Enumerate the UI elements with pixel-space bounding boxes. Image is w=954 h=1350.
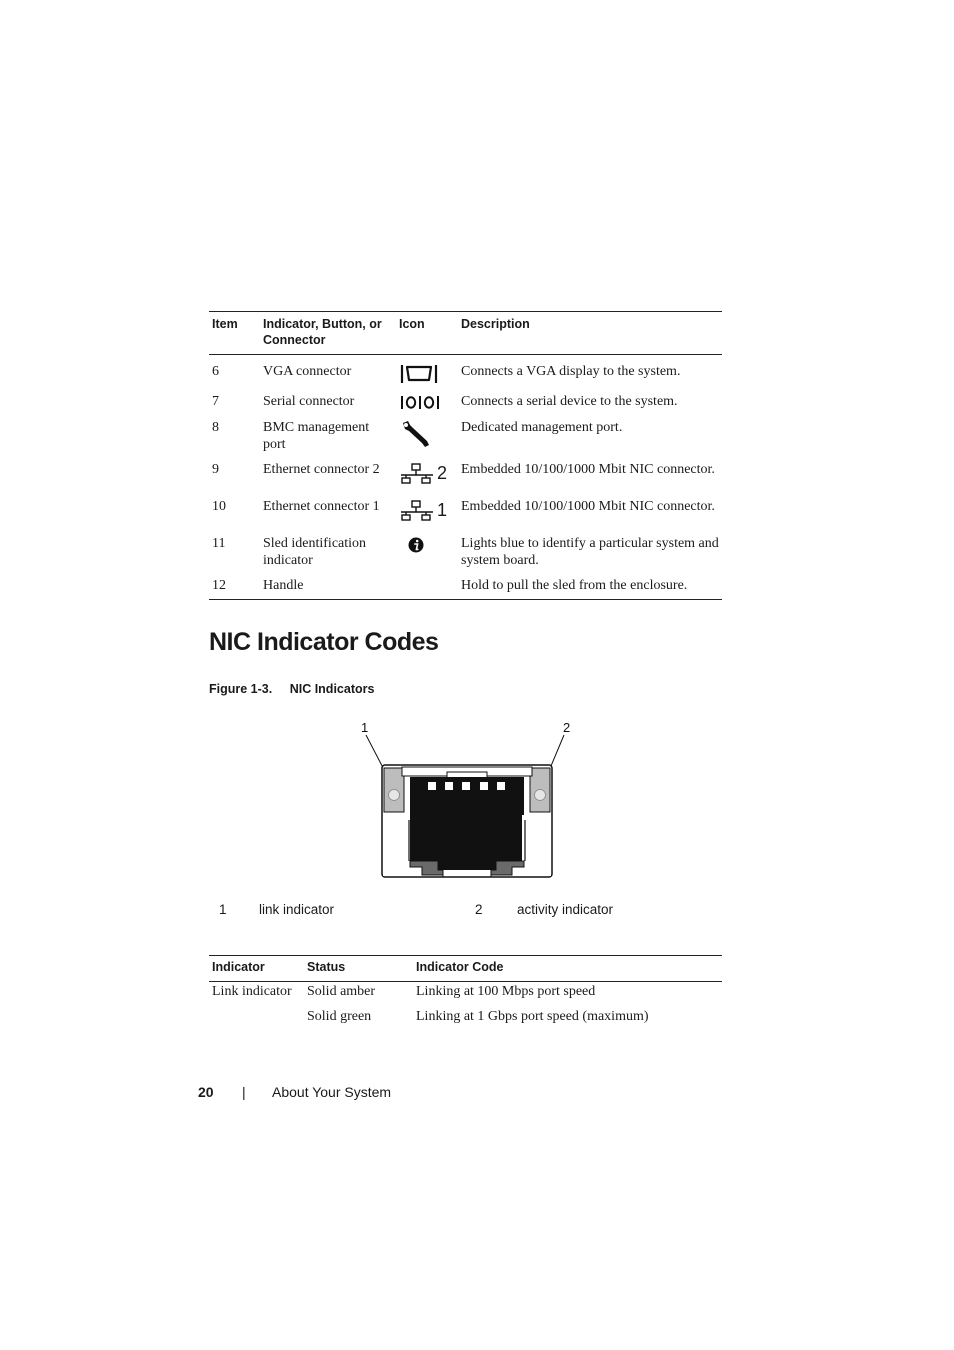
item-name: Ethernet connector 2 (263, 462, 380, 477)
item-description: Connects a VGA display to the system. (461, 364, 681, 379)
table-row (209, 416, 722, 458)
table-row (209, 532, 722, 574)
item-description: Dedicated management port. (461, 420, 623, 435)
vga-icon (399, 363, 439, 385)
figure-number: Figure 1-3. (209, 682, 273, 696)
nic-port-illustration (350, 715, 600, 885)
indicator-code: Linking at 1 Gbps port speed (maximum) (416, 1009, 649, 1024)
item-name: Handle (263, 578, 304, 593)
network-icon-label: 2 (437, 462, 448, 483)
network-icon (399, 461, 435, 485)
table-row (209, 495, 722, 532)
item-description: Lights blue to identify a particular system and system board. (461, 536, 719, 568)
indicator-status: Solid amber (307, 984, 376, 999)
indicator-name: Link indicator (212, 984, 292, 999)
item-name: Serial connector (263, 394, 355, 409)
footer-separator: | (242, 1084, 246, 1100)
wrench-icon (399, 419, 433, 449)
connector-table (209, 311, 722, 600)
item-name: Sled identification indicator (263, 536, 367, 568)
serial-icon (399, 393, 445, 411)
item-description: Embedded 10/100/1000 Mbit NIC connector. (461, 462, 715, 477)
table-header-row (209, 956, 722, 982)
section-heading: NIC Indicator Codes (209, 628, 439, 656)
item-number: 7 (212, 394, 219, 409)
header-description: Description (461, 317, 530, 331)
table-row (209, 982, 722, 1008)
legend-label-activity: activity indicator (517, 902, 614, 917)
network-icon (399, 498, 435, 522)
item-number: 10 (212, 499, 226, 514)
header-indicator: Indicator, Button, or Connector (263, 317, 382, 347)
table-row (209, 390, 722, 416)
link-led (389, 790, 400, 801)
item-number: 12 (212, 578, 226, 593)
table-row (209, 458, 722, 495)
item-number: 9 (212, 462, 219, 477)
info-icon (401, 535, 431, 555)
item-description: Connects a serial device to the system. (461, 394, 678, 409)
item-number: 8 (212, 420, 219, 435)
table-row (209, 355, 722, 391)
indicator-code: Linking at 100 Mbps port speed (416, 984, 596, 999)
item-name: VGA connector (263, 364, 352, 379)
table-header-row (209, 312, 722, 355)
header-item: Item (212, 317, 238, 331)
header-status: Status (307, 960, 346, 974)
legend-label-link: link indicator (259, 902, 335, 917)
indicator-name (209, 1007, 304, 1032)
figure-caption (209, 682, 374, 696)
table-row (209, 574, 722, 600)
item-name: Ethernet connector 1 (263, 499, 380, 514)
header-indicator: Indicator (212, 960, 265, 974)
activity-led (535, 790, 546, 801)
legend-number-2: 2 (475, 902, 483, 917)
item-number: 6 (212, 364, 219, 379)
network-icon-label: 1 (437, 499, 448, 520)
footer-chapter-title: About Your System (272, 1084, 392, 1100)
legend-number-1: 1 (219, 902, 227, 917)
item-description: Embedded 10/100/1000 Mbit NIC connector. (461, 499, 715, 514)
item-description: Hold to pull the sled from the enclosure. (461, 578, 688, 593)
callout-1: 1 (361, 720, 369, 735)
header-icon: Icon (399, 317, 425, 331)
item-name: BMC management port (263, 420, 370, 452)
indicator-status: Solid green (307, 1009, 372, 1024)
table-row (209, 1007, 722, 1032)
header-indicator-code: Indicator Code (416, 960, 504, 974)
item-number: 11 (212, 536, 226, 551)
indicator-codes-table (209, 955, 722, 1032)
figure-title: NIC Indicators (289, 682, 375, 696)
page-number: 20 (198, 1084, 214, 1100)
callout-2: 2 (563, 720, 571, 735)
